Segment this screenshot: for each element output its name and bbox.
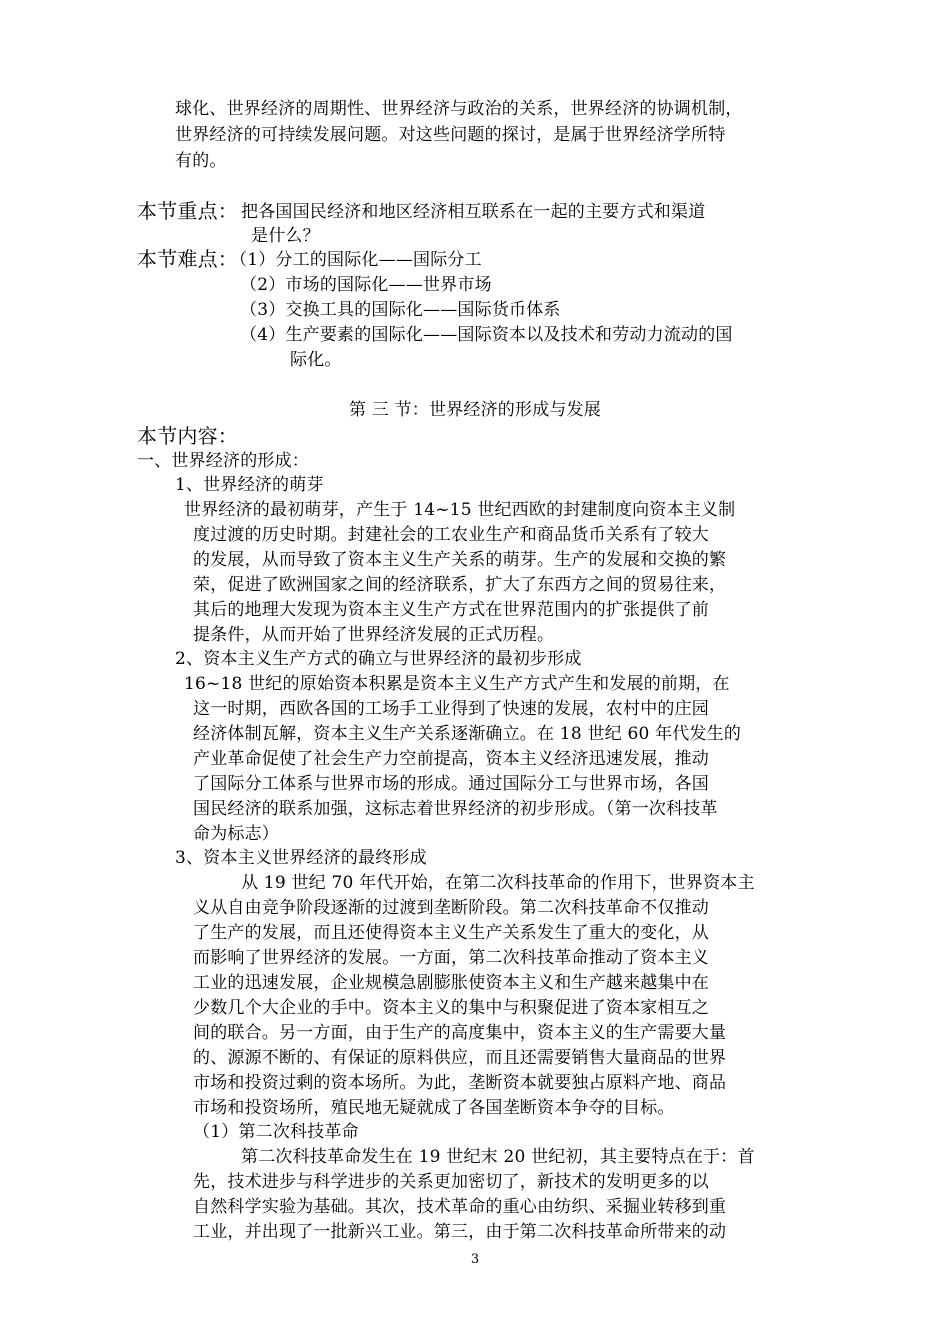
difficult-item-4-cont: 际化。 xyxy=(290,350,342,370)
sub3-line-8: 的、源源不断的、有保证的原料供应，而且还需要销售大量商品的世界 xyxy=(193,1048,727,1068)
sub3-line-9: 市场和投资过剩的资本场所。为此，垄断资本就要独占原料产地、商品 xyxy=(193,1073,727,1093)
sub2-line-3: 经济体制瓦解，资本主义生产关系逐渐确立。在 18 世纪 60 年代发生的 xyxy=(193,724,742,744)
difficult-point-label: 本节难点： xyxy=(137,247,238,271)
key-point-line-1: 把各国国民经济和地区经济相互联系在一起的主要方式和渠道 xyxy=(241,202,706,222)
sub2-line-5: 了国际分工体系与世界市场的形成。通过国际分工与世界市场，各国 xyxy=(193,774,709,794)
difficult-item-2: （2）市场的国际化——世界市场 xyxy=(240,275,492,295)
sub1-line-5: 其后的地理大发现为资本主义生产方式在世界范围内的扩张提供了前 xyxy=(193,600,709,620)
sub3-line-7: 间的联合。另一方面，由于生产的高度集中，资本主义的生产需要大量 xyxy=(193,1023,727,1043)
sub3-line-1: 从 19 世纪 70 年代开始，在第二次科技革命的作用下，世界资本主 xyxy=(241,873,755,893)
sub1-line-4: 荣，促进了欧洲国家之间的经济联系，扩大了东西方之间的贸易往来， xyxy=(193,575,727,595)
intro-line-2: 世界经济的可持续发展问题。对这些问题的探讨，是属于世界经济学所特 xyxy=(175,125,726,145)
sub3-item1-title: （1）第二次科技革命 xyxy=(193,1122,359,1142)
sub3-title: 3、资本主义世界经济的最终形成 xyxy=(175,848,427,868)
page-number: 3 xyxy=(470,1252,480,1267)
heading-1: 一、世界经济的形成： xyxy=(137,451,309,471)
difficult-item-1: （1）分工的国际化——国际分工 xyxy=(230,250,482,270)
difficult-item-4: （4）生产要素的国际化——国际资本以及技术和劳动力流动的国 xyxy=(240,325,733,345)
sub2-line-1: 16~18 世纪的原始资本积累是资本主义生产方式产生和发展的前期，在 xyxy=(184,674,730,694)
intro-line-1: 球化、世界经济的周期性、世界经济与政治的关系，世界经济的协调机制， xyxy=(175,99,743,119)
sub3-item1-line-1: 第二次科技革命发生在 19 世纪末 20 世纪初，其主要特点在于：首 xyxy=(241,1147,755,1167)
sub3-item1-line-4: 工业，并出现了一批新兴工业。第三，由于第二次科技革命所带来的动 xyxy=(193,1222,727,1242)
sub3-line-4: 而影响了世界经济的发展。一方面，第二次科技革命推动了资本主义 xyxy=(193,948,709,968)
sub3-line-3: 了生产的发展，而且还使得资本主义生产关系发生了重大的变化，从 xyxy=(193,923,709,943)
sub1-line-2: 度过渡的历史时期。封建社会的工农业生产和商品货币关系有了较大 xyxy=(193,525,709,545)
sub3-line-5: 工业的迅速发展，企业规模急剧膨胀使资本主义和生产越来越集中在 xyxy=(193,973,709,993)
sub1-line-3: 的发展，从而导致了资本主义生产关系的萌芽。生产的发展和交换的繁 xyxy=(193,550,727,570)
sub1-line-1: 世界经济的最初萌芽，产生于 14~15 世纪西欧的封建制度向资本主义制 xyxy=(184,500,736,520)
intro-line-3: 有的。 xyxy=(175,151,227,171)
key-point-label: 本节重点： xyxy=(137,199,238,223)
sub2-line-6: 国民经济的联系加强，这标志着世界经济的初步形成。（第一次科技革 xyxy=(193,799,718,819)
sub3-line-6: 少数几个大企业的手中。资本主义的集中与积聚促进了资本家相互之 xyxy=(193,998,709,1018)
sub3-item1-line-3: 自然科学实验为基础。其次，技术革命的重心由纺织、采掘业转移到重 xyxy=(193,1197,727,1217)
content-label: 本节内容： xyxy=(137,424,238,448)
sub1-title: 1、世界经济的萌芽 xyxy=(175,475,324,495)
sub2-title: 2、资本主义生产方式的确立与世界经济的最初步形成 xyxy=(175,649,582,669)
sub1-line-6: 提条件，从而开始了世界经济发展的正式历程。 xyxy=(193,625,555,645)
sub2-line-2: 这一时期，西欧各国的工场手工业得到了快速的发展，农村中的庄园 xyxy=(193,699,709,719)
section-title: 第 三 节：世界经济的形成与发展 xyxy=(348,400,601,420)
sub2-line-7: 命为标志） xyxy=(193,824,279,844)
sub3-line-2: 义从自由竞争阶段逐渐的过渡到垄断阶段。第二次科技革命不仅推动 xyxy=(193,898,709,918)
key-point-line-2: 是什么？ xyxy=(251,226,320,246)
sub3-item1-line-2: 先，技术进步与科学进步的关系更加密切了，新技术的发明更多的以 xyxy=(193,1172,709,1192)
sub2-line-4: 产业革命促使了社会生产力空前提高，资本主义经济迅速发展，推动 xyxy=(193,749,709,769)
difficult-item-3: （3）交换工具的国际化——国际货币体系 xyxy=(240,300,561,320)
sub3-line-10: 市场和投资场所，殖民地无疑就成了各国垄断资本争夺的目标。 xyxy=(193,1098,675,1118)
